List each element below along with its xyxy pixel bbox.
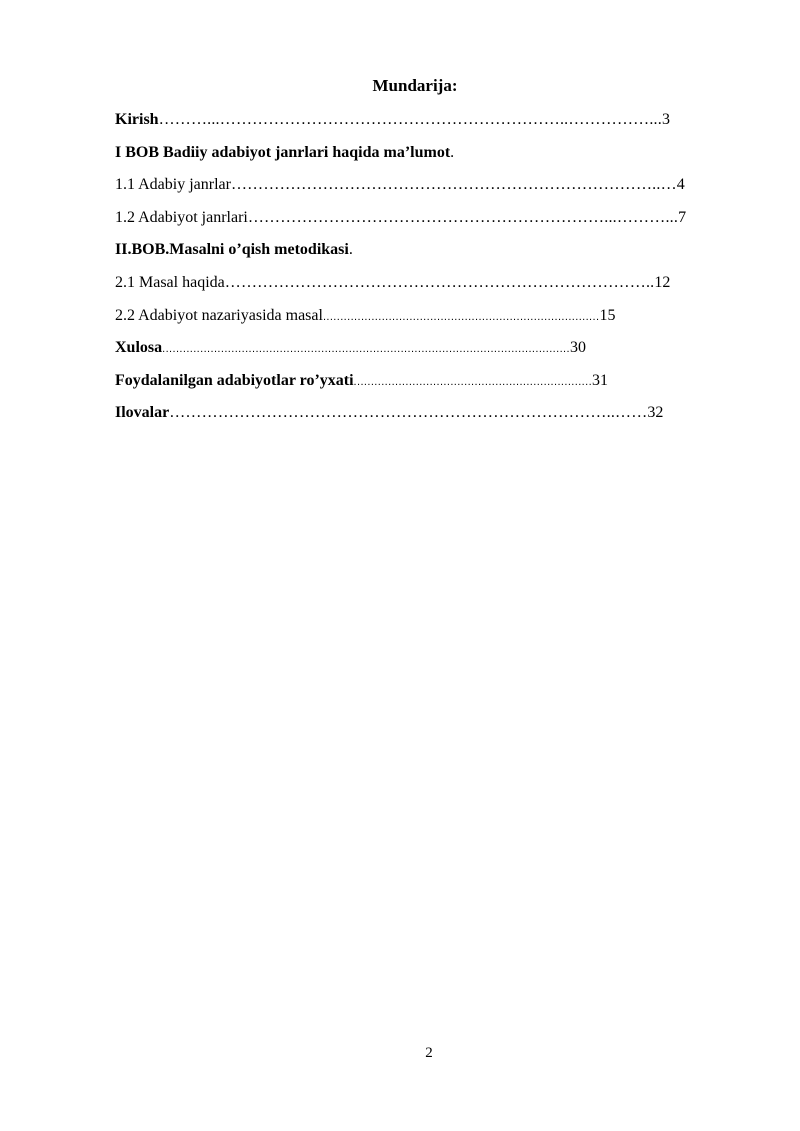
toc-entry-page: 4 — [676, 176, 685, 194]
toc-entry-leader: ..................................................................... — [353, 375, 593, 388]
toc-entry-page: 31 — [592, 371, 609, 389]
toc-entry-trail: . — [348, 241, 353, 259]
toc-entry-leader: …………………………………………………………...………... — [247, 208, 679, 226]
page-title: Mundarija: — [372, 76, 458, 95]
table-of-contents — [115, 110, 742, 436]
toc-entry-xulosa — [115, 338, 742, 371]
toc-entry-page: 15 — [599, 306, 616, 324]
toc-entry-trail: . — [450, 143, 455, 161]
toc-entry-title: 1.1 Adabiy janrlar — [115, 176, 231, 194]
toc-entry-title: 2.1 Masal haqida — [115, 273, 225, 291]
toc-entry-page: 3 — [661, 111, 670, 128]
toc-entry-title: Ilovalar — [115, 404, 170, 422]
toc-entry-page: 32 — [647, 404, 664, 422]
toc-entry-leader: ………………………………………………………………………..…… — [169, 404, 648, 422]
toc-entry-bibliography — [115, 371, 742, 404]
toc-entry-chapter-1 — [115, 143, 742, 176]
toc-entry-chapter-2 — [115, 240, 742, 273]
toc-entry-kirish — [115, 110, 742, 143]
toc-entry-1-2 — [115, 208, 742, 241]
toc-entry-1-1 — [115, 175, 742, 208]
toc-entry-title: II.BOB.Masalni o’qish metodikasi — [115, 241, 349, 259]
toc-entry-leader: ………...………………………………………………………..……………... — [158, 111, 662, 128]
toc-entry-title: Xulosa — [115, 339, 163, 357]
toc-entry-2-2 — [115, 306, 742, 339]
toc-entry-page: 12 — [654, 273, 671, 291]
toc-entry-page: 7 — [678, 208, 687, 226]
toc-entry-title: Foydalanilgan adabiyotlar ro’yxati — [115, 371, 354, 389]
toc-entry-leader: ……………………………………………………………………..… — [230, 176, 677, 194]
toc-entry-title: 1.2 Adabiyot janrlari — [115, 208, 248, 226]
toc-entry-2-1 — [115, 273, 742, 306]
toc-entry-title: 2.2 Adabiyot nazariyasida masal — [115, 306, 323, 324]
toc-entry-leader: …………………………………………………………………….. — [224, 273, 655, 291]
toc-entry-title: I BOB Badiiy adabiyot janrlari haqida ma’lumot — [115, 143, 451, 161]
toc-entry-page: 30 — [569, 339, 586, 357]
toc-entry-leader: ................................................................................ — [322, 310, 600, 323]
toc-entry-leader: ...................................................................................................................... — [162, 343, 570, 356]
page-number: 2 — [425, 1045, 433, 1061]
toc-entry-ilovalar — [115, 403, 742, 436]
toc-entry-title: Kirish — [115, 111, 159, 128]
